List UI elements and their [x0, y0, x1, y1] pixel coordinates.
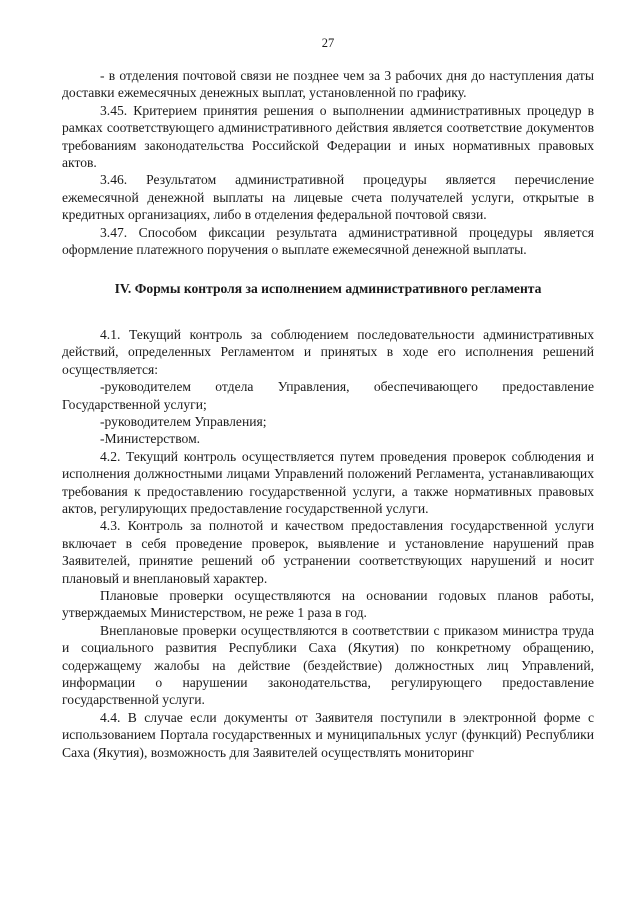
paragraph-3-47: 3.47. Способом фиксации результата административной процедуры является оформление платежного поручения о выплате ежемесячной денежной выплаты. [62, 224, 594, 258]
list-item-department-head: -руководителем отдела Управления, обеспечивающего предоставление Государственной услуги; [62, 379, 594, 412]
paragraph-4-1: 4.1. Текущий контроль за соблюдением последовательности административных действий, определенных Регламентом и принятых в ходе его исполнения решений осуществляется: [62, 326, 594, 377]
paragraph-delivery-deadline: - в отделения почтовой связи не позднее чем за 3 рабочих дня до наступления даты доставки ежемесячных денежных выплат, установленной по графику. [62, 68, 594, 101]
paragraph-unplanned-inspections: Внеплановые проверки осуществляются в соответствии с приказом министра труда и социального развития Республики Саха (Якутия) по конкретному обращению, содержащему жалобы на действие (бездействие) должностных лиц Управлений, информации о нарушении законодательства, регулирующего предоставление государственной услуги. [62, 622, 594, 708]
paragraph-4-3: 4.3. Контроль за полнотой и качеством предоставления государственной услуги включает в себя проведение проверок, выявление и установление нарушений прав Заявителей, принятие решений об устранении соответствующих нарушений и носит плановый и внеплановый характер. [62, 518, 594, 586]
paragraph-4-2: 4.2. Текущий контроль осуществляется путем проведения проверок соблюдения и исполнения должностными лицами Управлений положений Регламента, устанавливающих требования к предоставлению государственной услуги, а также нормативных правовых актов, регулирующих предоставление государственной услуги. [62, 448, 594, 516]
paragraph-3-46: 3.46. Результатом административной процедуры является перечисление ежемесячной денежной выплаты на лицевые счета получателей услуги, открытые в кредитных организациях, либо в отделения федеральной почтовой связи. [62, 172, 594, 223]
paragraph-planned-inspections: Плановые проверки осуществляются на основании годовых планов работы, утверждаемых Министерством, не реже 1 раза в год. [62, 587, 594, 621]
list-item-ministry: -Министерством. [100, 431, 201, 447]
page-number: 27 [321, 36, 335, 50]
section-heading: IV. Формы контроля за исполнением административного регламента [114, 281, 542, 297]
paragraph-4-4: 4.4. В случае если документы от Заявителя поступили в электронной форме с использованием Портала государственных и муниципальных услуг (функций) Республики Саха (Якутия), возможность для Заявителей осуществлять мониторинг [62, 709, 594, 760]
list-item-directorate-head: -руководителем Управления; [100, 413, 267, 429]
paragraph-3-45: 3.45. Критерием принятия решения о выполнении административных процедур в рамках соответствующего административного действия является соответствие документов требованиям законодательства Российской Федерации и иных нормативных правовых актов. [62, 102, 594, 171]
